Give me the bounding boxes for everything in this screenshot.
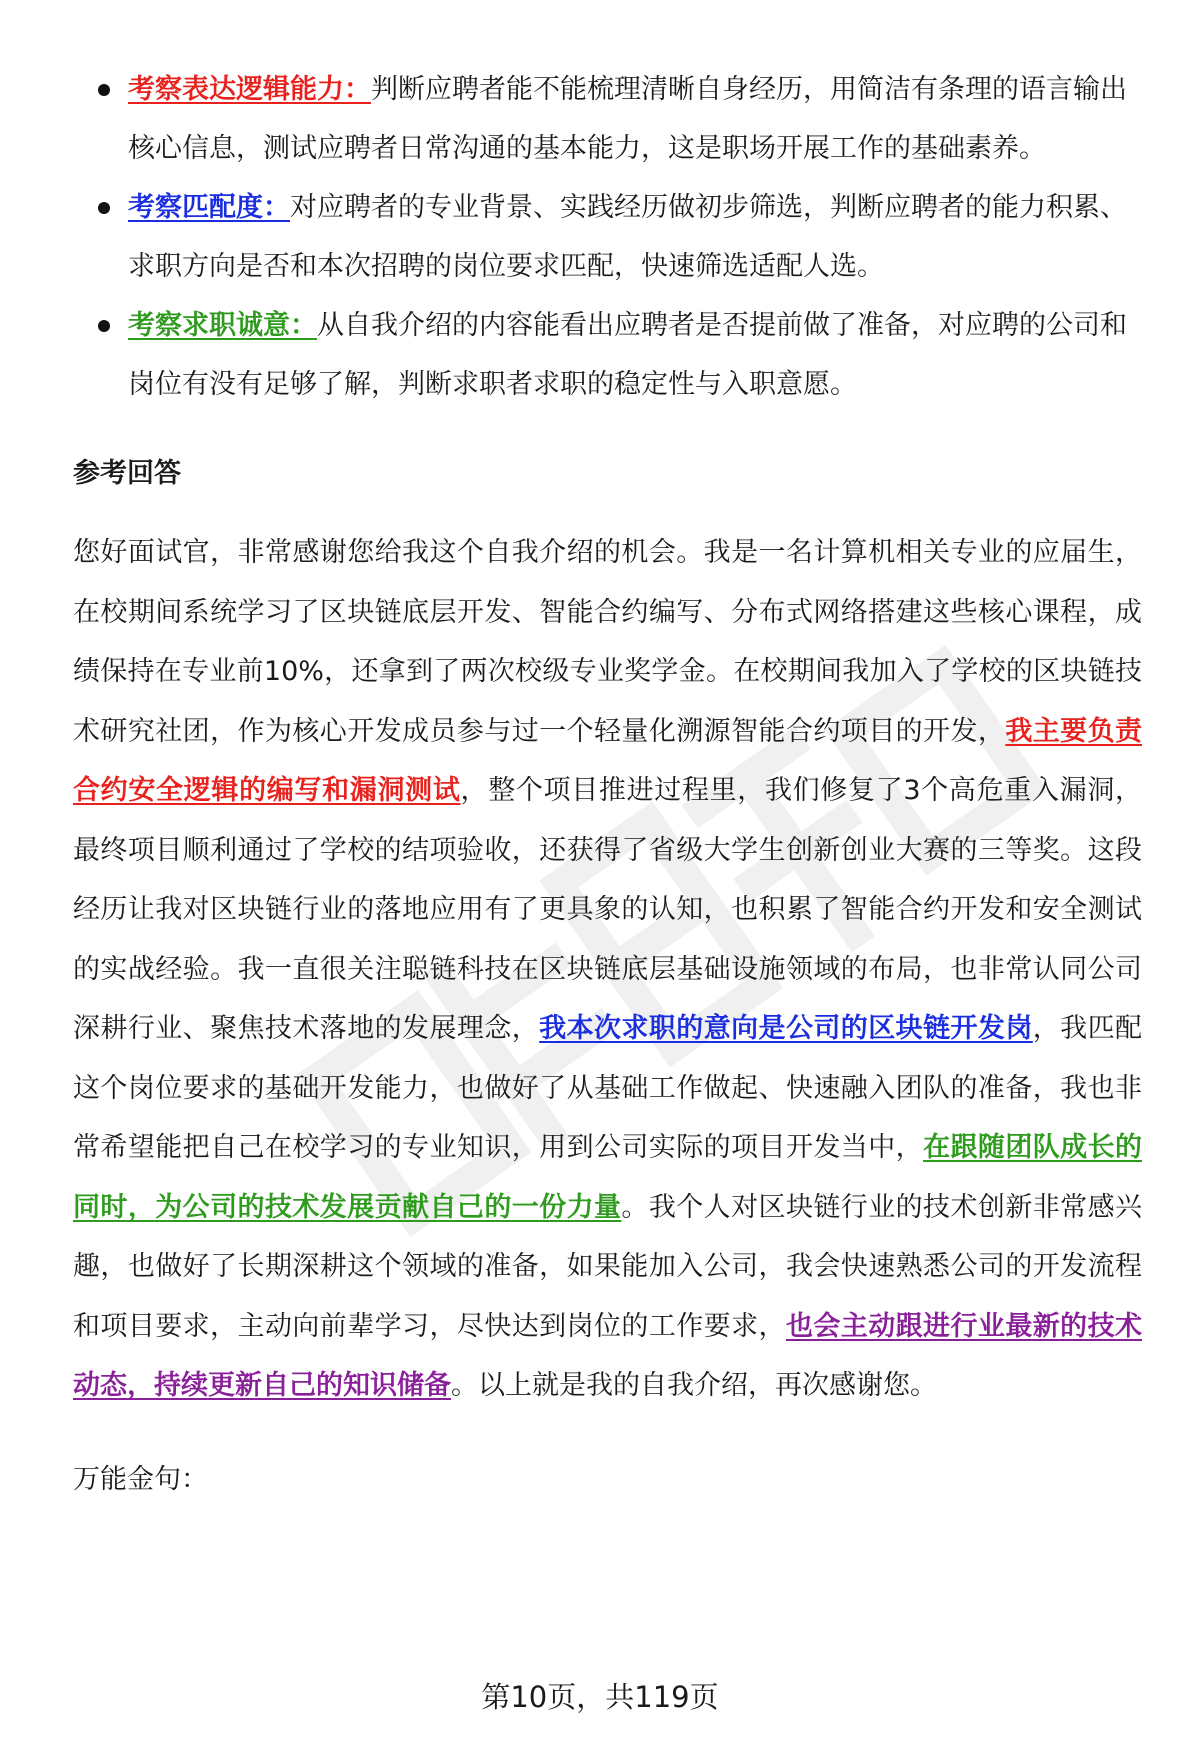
list-item: [73, 60, 1142, 178]
highlight-text: 在跟随团队成长的同时，为公司的技术发展贡献自己的一份力量: [73, 1132, 1143, 1223]
bullet-keyword: 考察求职诚意：: [128, 310, 317, 341]
closing-label: 万能金句：: [73, 1463, 208, 1495]
answer-text: ，整个项目推进过程里，我们修复了3个高危重入漏洞，最终项目顺利通过了学校的结项验收，还获得了省级大学生创新创业大赛的三等奖。这段经历让我对区块链行业的落地应用有了更具象的认知，也积累了智能合约开发和安全测试的实战经验。我一直很关注聪链科技在区块链底层基础设施领域的布局，也非常认同公司深耕行业、聚焦技术落地的发展理念，: [73, 775, 1142, 1044]
bullet-icon: [98, 320, 110, 332]
answer-text: 。以上就是我的自我介绍，再次感谢您。: [451, 1370, 937, 1401]
answer-text: 您好面试官，非常感谢您给我这个自我介绍的机会。我是一名计算机相关专业的应届生，在校期间系统学习了区块链底层开发、智能合约编写、分布式网络搭建这些核心课程，成绩保持在专业前10%，还拿到了两次校级专业奖学金。在校期间我加入了学校的区块链技术研究社团，作为核心开发成员参与过一个轻量化溯源智能合约项目的开发，: [73, 537, 1142, 747]
highlight-text: 我本次求职的意向是公司的区块链开发岗: [539, 1013, 1033, 1044]
page-number: 第10页，共119页: [481, 1680, 719, 1714]
bullet-keyword: 考察表达逻辑能力：: [128, 74, 371, 105]
bullet-text: 从自我介绍的内容能看出应聘者是否提前做了准备，对应聘的公司和岗位有没有足够了解，判断求职者求职的稳定性与入职意愿。: [128, 310, 1127, 400]
evaluation-list: [73, 60, 1142, 414]
answer-paragraph: [73, 523, 1142, 1416]
list-item: [73, 178, 1142, 296]
bullet-text: 判断应聘者能不能梳理清晰自身经历，用简洁有条理的语言输出核心信息，测试应聘者日常沟通的基本能力，这是职场开展工作的基础素养。: [128, 74, 1127, 164]
list-item: [73, 296, 1142, 414]
highlight-text: 也会主动跟进行业最新的技术动态，持续更新自己的知识储备: [73, 1310, 1143, 1401]
answer-text: ，我匹配这个岗位要求的基础开发能力，也做好了从基础工作做起、快速融入团队的准备，我也非常希望能把自己在校学习的专业知识，用到公司实际的项目开发当中，: [73, 1013, 1143, 1163]
bullet-keyword: 考察匹配度：: [128, 192, 290, 223]
answer-text: 。我个人对区块链行业的技术创新非常感兴趣，也做好了长期深耕这个领域的准备，如果能加入公司，我会快速熟悉公司的开发流程和项目要求，主动向前辈学习，尽快达到岗位的工作要求，: [73, 1191, 1142, 1342]
highlight-text: 我主要负责合约安全逻辑的编写和漏洞测试: [73, 715, 1143, 806]
section-heading: 参考回答: [73, 458, 181, 489]
bullet-icon: [98, 202, 110, 214]
bullet-icon: [98, 84, 110, 96]
bullet-text: 对应聘者的专业背景、实践经历做初步筛选，判断应聘者的能力积累、求职方向是否和本次招聘的岗位要求匹配，快速筛选适配人选。: [128, 192, 1127, 282]
